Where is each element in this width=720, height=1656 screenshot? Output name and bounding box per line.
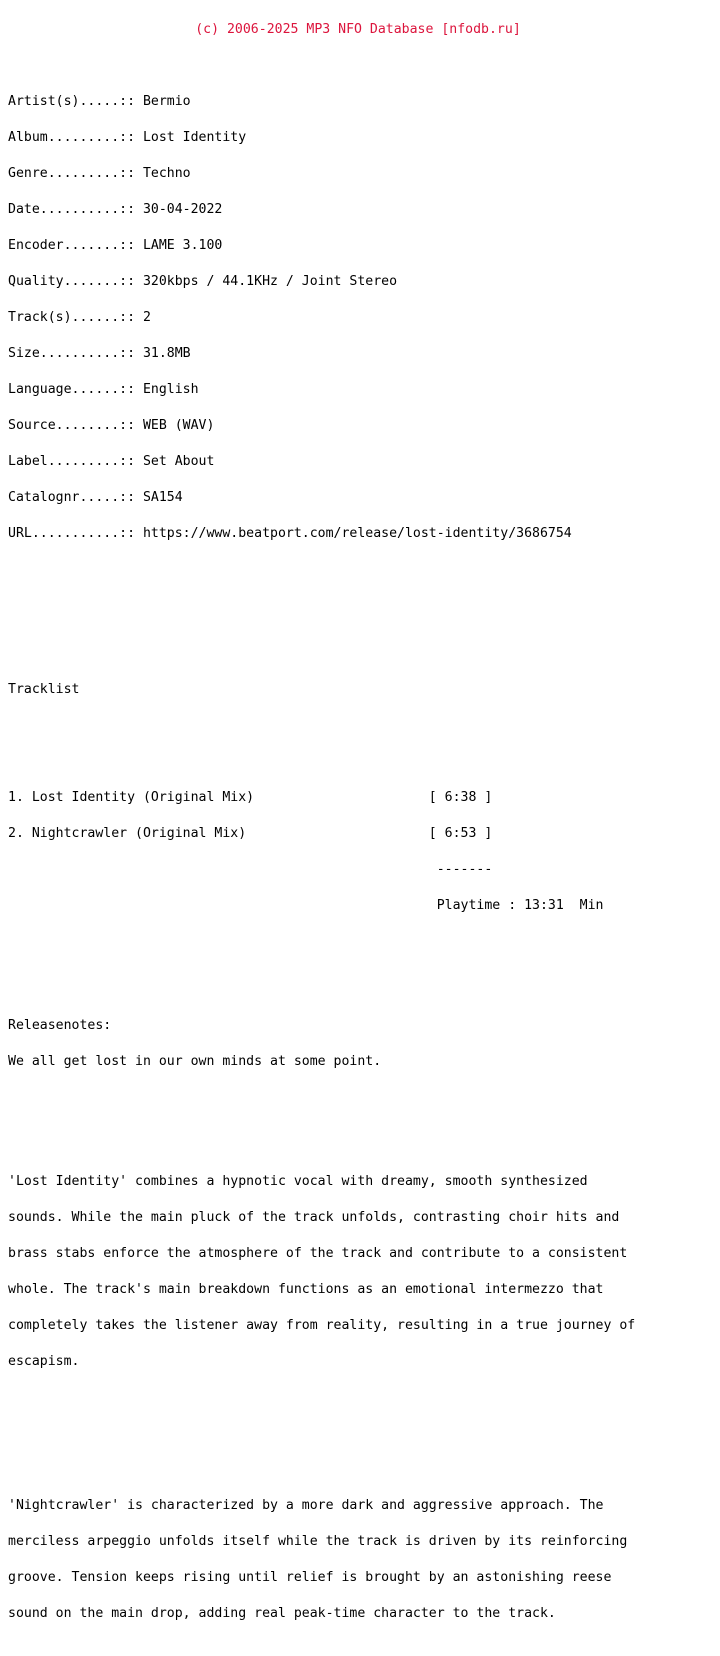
spacer: [8, 720, 716, 732]
playtime-total: Playtime : 13:31 Min: [8, 898, 604, 913]
tracklist: [8, 768, 716, 936]
info-language: Language......:: English: [8, 382, 199, 397]
release-info: [8, 72, 716, 564]
releasenotes-intro: We all get lost in our own minds at some point.: [8, 1054, 382, 1069]
paragraph-line: groove. Tension keeps rising until relief is brought by an astonishing reese: [8, 1570, 612, 1585]
paragraph-line: 'Lost Identity' combines a hypnotic vocal with dreamy, smooth synthesized: [8, 1174, 588, 1189]
paragraph-line: sounds. While the main pluck of the track unfolds, contrasting choir hits and: [8, 1210, 620, 1225]
spacer: [8, 1104, 716, 1116]
nfo-document: [8, 0, 716, 1656]
releasenotes-paragraph-2: [8, 1476, 716, 1644]
spacer: [8, 1428, 716, 1440]
releasenotes-title: Releasenotes:: [8, 1018, 112, 1033]
info-catalognr: Catalognr.....:: SA154: [8, 490, 183, 505]
spacer: [8, 600, 716, 612]
info-date: Date..........:: 30-04-2022: [8, 202, 223, 217]
spacer: [8, 972, 716, 984]
info-source: Source........:: WEB (WAV): [8, 418, 215, 433]
paragraph-line: escapism.: [8, 1354, 80, 1369]
paragraph-line: 'Nightcrawler' is characterized by a more dark and aggressive approach. The: [8, 1498, 604, 1513]
track-row: 2. Nightcrawler (Original Mix) [ 6:53 ]: [8, 826, 493, 841]
tracklist-title: Tracklist: [8, 682, 80, 697]
info-size: Size..........:: 31.8MB: [8, 346, 191, 361]
info-quality: Quality.......:: 320kbps / 44.1KHz / Joint Stereo: [8, 274, 398, 289]
releasenotes-paragraph-1: [8, 1152, 716, 1392]
info-genre: Genre.........:: Techno: [8, 166, 191, 181]
info-encoder: Encoder.......:: LAME 3.100: [8, 238, 223, 253]
paragraph-line: sound on the main drop, adding real peak-time character to the track.: [8, 1606, 556, 1621]
spacer: [8, 636, 716, 648]
info-artist: Artist(s).....:: Bermio: [8, 94, 191, 109]
info-url: URL...........:: https://www.beatport.com/release/lost-identity/3686754: [8, 526, 572, 541]
nfodb-header: (c) 2006-2025 MP3 NFO Database [nfodb.ru]: [195, 22, 521, 37]
paragraph-line: completely takes the listener away from reality, resulting in a true journey of: [8, 1318, 636, 1333]
track-row: 1. Lost Identity (Original Mix) [ 6:38 ]: [8, 790, 493, 805]
info-tracks: Track(s)......:: 2: [8, 310, 151, 325]
paragraph-line: whole. The track's main breakdown functions as an emotional intermezzo that: [8, 1282, 604, 1297]
paragraph-line: merciless arpeggio unfolds itself while the track is driven by its reinforcing: [8, 1534, 628, 1549]
info-label: Label.........:: Set About: [8, 454, 215, 469]
paragraph-line: brass stabs enforce the atmosphere of the track and contribute to a consistent: [8, 1246, 628, 1261]
info-album: Album.........:: Lost Identity: [8, 130, 247, 145]
playtime-separator: -------: [8, 862, 493, 877]
